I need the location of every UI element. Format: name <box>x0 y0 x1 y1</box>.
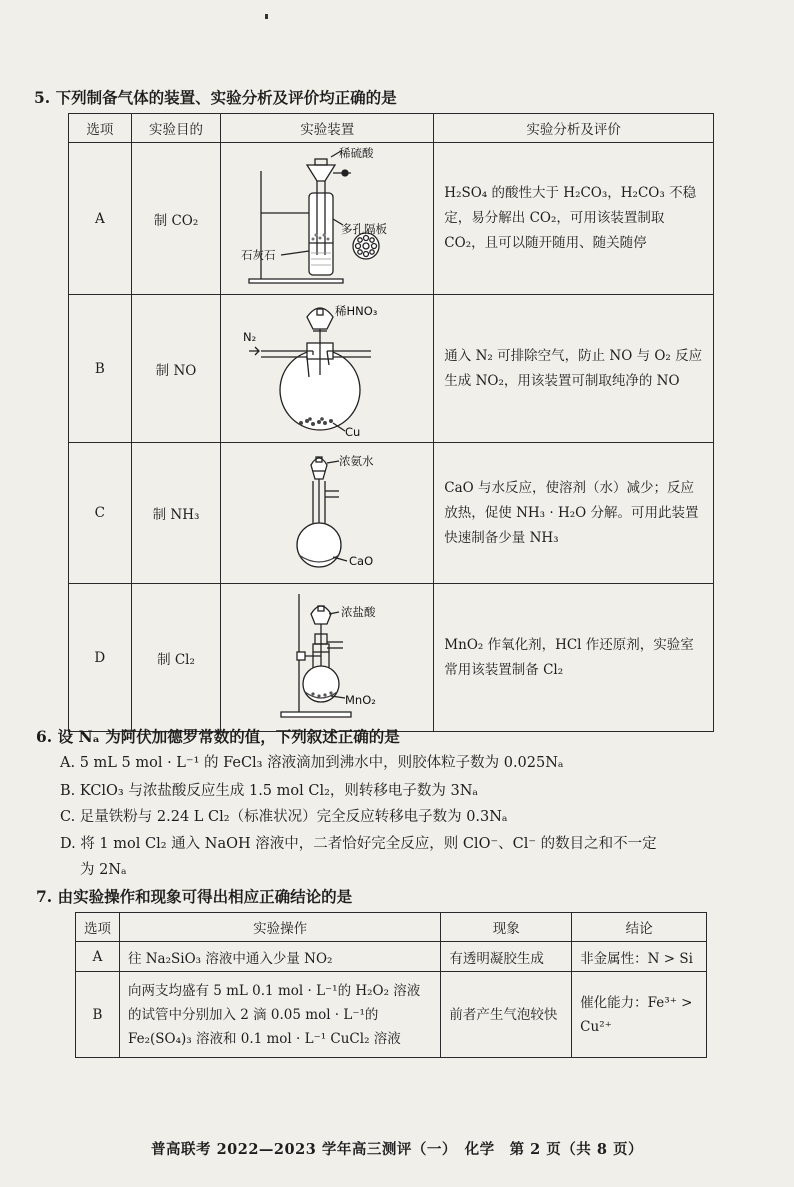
row-purpose: 制 Cl₂ <box>131 584 221 732</box>
apparatus-cell <box>221 443 434 584</box>
label-nitrogen: N₂ <box>243 330 257 344</box>
question-5-table <box>68 113 714 732</box>
option-b: B. KClO₃ 与浓盐酸反应生成 1.5 mol Cl₂，则转移电子数为 3Nₐ <box>60 783 479 799</box>
table-row <box>69 584 714 732</box>
row-conclusion: 非金属性：N > Si <box>572 942 707 972</box>
table-row <box>69 295 714 443</box>
label-copper: Cu <box>345 425 361 438</box>
header-conclusion: 结论 <box>572 913 707 942</box>
header-option: 选项 <box>69 114 132 143</box>
question-7-table <box>75 912 707 1058</box>
cl2-apparatus-diagram <box>221 584 433 727</box>
row-option: B <box>76 972 120 1058</box>
row-operation: 向两支均盛有 5 mL 0.1 mol · L⁻¹的 H₂O₂ 溶液的试管中分别加入 2 滴 0.05 mol · L⁻¹的Fe₂(SO₄)₃ 溶液和 0.1 mol · L⁻¹ CuCl₂ 溶液 <box>119 972 440 1058</box>
row-analysis: MnO₂ 作氧化剂，HCl 作还原剂，实验室常用该装置制备 Cl₂ <box>434 584 714 732</box>
row-operation: 往 Na₂SiO₃ 溶液中通入少量 NO₂ <box>119 942 440 972</box>
scan-mark <box>265 14 268 19</box>
row-analysis: CaO 与水反应，使溶剂（水）减少；反应放热，促使 NH₃ · H₂O 分解。可用此装置快速制备少量 NH₃ <box>434 443 714 584</box>
label-dilute-nitric-acid: 稀HNO₃ <box>335 304 378 318</box>
row-option: D <box>69 584 132 732</box>
co2-apparatus-diagram <box>221 143 433 290</box>
header-operation: 实验操作 <box>119 913 440 942</box>
option-c: C. 足量铁粉与 2.24 L Cl₂（标准状况）完全反应转移电子数为 0.3Nₐ <box>60 809 508 825</box>
apparatus-cell <box>221 584 434 732</box>
header-phenomenon: 现象 <box>441 913 572 942</box>
row-phenomenon: 前者产生气泡较快 <box>441 972 572 1058</box>
header-analysis: 实验分析及评价 <box>434 114 714 143</box>
table-row <box>76 972 707 1058</box>
option-a: A. 5 mL 5 mol · L⁻¹ 的 FeCl₃ 溶液滴加到沸水中，则胶体粒子数为 0.025Nₐ <box>60 755 564 771</box>
table-header-row <box>76 913 707 942</box>
question-5-title: 5. 下列制备气体的装置、实验分析及评价均正确的是 <box>34 88 397 107</box>
row-analysis: 通入 N₂ 可排除空气，防止 NO 与 O₂ 反应生成 NO₂，用该装置可制取纯净的 NO <box>434 295 714 443</box>
row-purpose: 制 NH₃ <box>131 443 221 584</box>
row-option: A <box>76 942 120 972</box>
row-purpose: 制 CO₂ <box>131 143 221 295</box>
no-apparatus-diagram <box>221 295 433 438</box>
question-6-title: 6. 设 Nₐ 为阿伏加德罗常数的值，下列叙述正确的是 <box>36 727 400 746</box>
row-phenomenon: 有透明凝胶生成 <box>441 942 572 972</box>
page-footer: 普高联考 2022—2023 学年高三测评（一） 化学 第 2 页（共 8 页） <box>151 1141 643 1158</box>
label-dilute-sulfuric-acid: 稀硫酸 <box>339 146 374 160</box>
label-mno2: MnO₂ <box>345 693 377 707</box>
header-option: 选项 <box>76 913 120 942</box>
row-analysis: H₂SO₄ 的酸性大于 H₂CO₃，H₂CO₃ 不稳定，易分解出 CO₂，可用该装置制取 CO₂，且可以随开随用、随关随停 <box>434 143 714 295</box>
question-7-title: 7. 由实验操作和现象可得出相应正确结论的是 <box>36 887 353 906</box>
table-header-row <box>69 114 714 143</box>
nh3-apparatus-diagram <box>221 443 433 579</box>
table-row <box>69 443 714 584</box>
label-porous-plate: 多孔隔板 <box>341 222 388 236</box>
header-purpose: 实验目的 <box>131 114 221 143</box>
option-d-continuation: 为 2Nₐ <box>80 862 127 878</box>
header-apparatus: 实验装置 <box>221 114 434 143</box>
row-conclusion: 催化能力：Fe³⁺ > Cu²⁺ <box>572 972 707 1058</box>
row-option: A <box>69 143 132 295</box>
table-row <box>76 942 707 972</box>
table-row <box>69 143 714 295</box>
row-option: B <box>69 295 132 443</box>
label-concentrated-hcl: 浓盐酸 <box>341 605 376 619</box>
option-d: D. 将 1 mol Cl₂ 通入 NaOH 溶液中，二者恰好完全反应，则 ClO⁻、Cl⁻ 的数目之和不一定 <box>60 836 657 852</box>
label-limestone: 石灰石 <box>241 248 276 262</box>
apparatus-cell <box>221 295 434 443</box>
apparatus-cell <box>221 143 434 295</box>
row-option: C <box>69 443 132 584</box>
label-cao: CaO <box>349 554 374 568</box>
row-purpose: 制 NO <box>131 295 221 443</box>
label-concentrated-ammonia: 浓氨水 <box>339 454 374 468</box>
